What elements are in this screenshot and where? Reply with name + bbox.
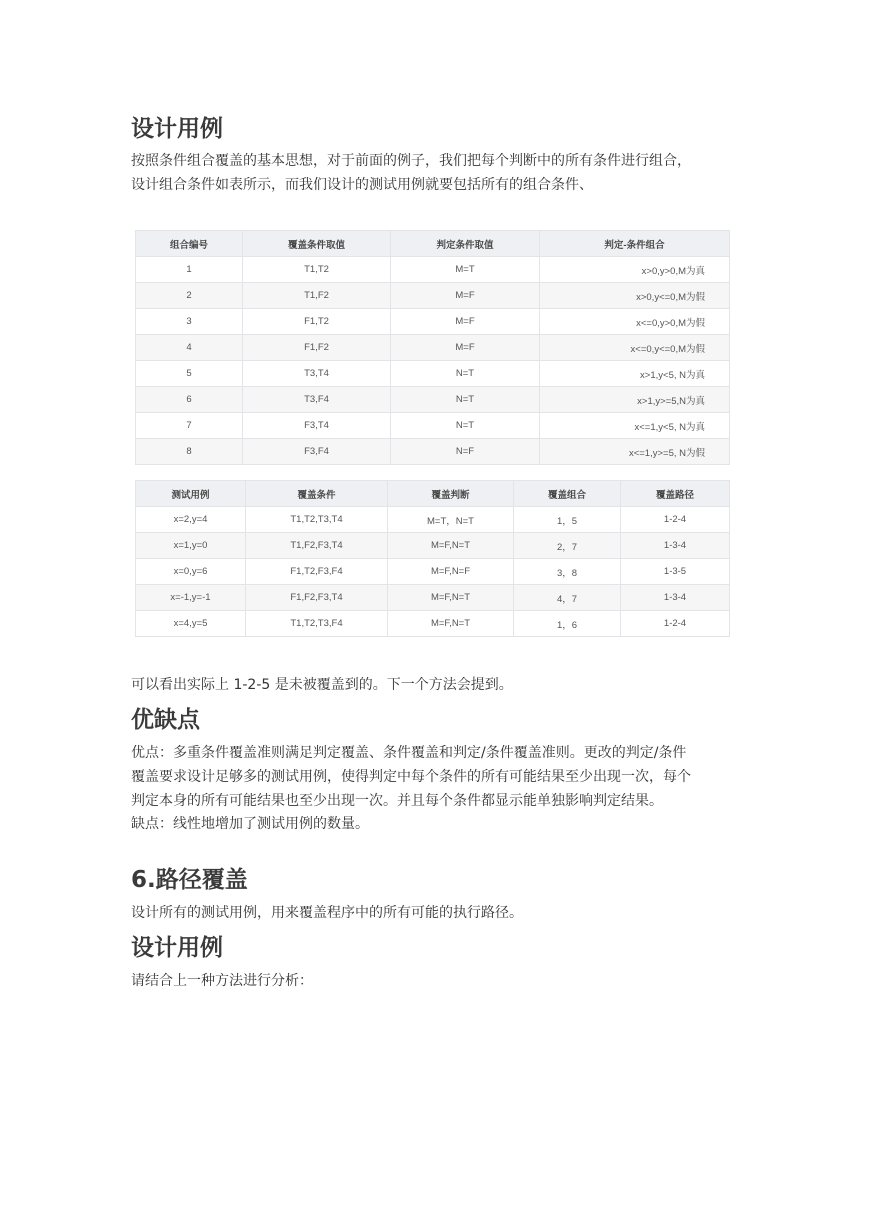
table-cell: T1,F2	[243, 283, 391, 309]
table-cell: T1,T2,T3,T4	[246, 507, 388, 533]
section-heading-pros-cons: 优缺点	[131, 707, 200, 733]
table-cell: 6	[136, 387, 243, 413]
table-row	[136, 559, 730, 585]
column-header: 判定条件取值	[391, 231, 540, 257]
table-cell: T1,F2,F3,T4	[246, 533, 388, 559]
table-cell: x=1,y=0	[136, 533, 246, 559]
table-cell: 1-2-4	[621, 611, 730, 637]
path-coverage-description: 设计所有的测试用例，用来覆盖程序中的所有可能的执行路径。	[131, 905, 523, 921]
column-header: 覆盖判断	[388, 481, 514, 507]
column-header: 覆盖路径	[621, 481, 730, 507]
table-cell: T1,T2	[243, 257, 391, 283]
table-cell: M=F,N=T	[388, 585, 514, 611]
table-cell: x=0,y=6	[136, 559, 246, 585]
pros-text-line-2: 覆盖要求设计足够多的测试用例，使得判定中每个条件的所有可能结果至少出现一次，每个	[131, 769, 691, 785]
table-cell: F3,F4	[243, 439, 391, 465]
condition-combination-table	[135, 230, 730, 465]
table-cell: x<=0,y<=0,M为假	[540, 335, 730, 361]
table-cell: x=4,y=5	[136, 611, 246, 637]
table-cell: 3，8	[514, 559, 621, 585]
table-cell: F1,F2	[243, 335, 391, 361]
table-cell: F1,T2,F3,F4	[246, 559, 388, 585]
section-heading-design-cases-2: 设计用例	[131, 935, 223, 961]
table-cell: x>1,y<5, N为真	[540, 361, 730, 387]
table-row	[136, 585, 730, 611]
table-cell: N=F	[391, 439, 540, 465]
table-cell: 1-3-4	[621, 533, 730, 559]
table-cell: N=T	[391, 387, 540, 413]
table-cell: N=T	[391, 413, 540, 439]
table-row	[136, 611, 730, 637]
column-header: 覆盖组合	[514, 481, 621, 507]
table-header-row	[136, 231, 730, 257]
table-cell: T3,T4	[243, 361, 391, 387]
table-cell: 8	[136, 439, 243, 465]
table-row	[136, 309, 730, 335]
table-cell: 4	[136, 335, 243, 361]
table-cell: 1，6	[514, 611, 621, 637]
intro-text-line-2: 设计组合条件如表所示，而我们设计的测试用例就要包括所有的组合条件、	[131, 177, 593, 193]
table-cell: 3	[136, 309, 243, 335]
pros-text-line-3: 判定本身的所有可能结果也至少出现一次。并且每个条件都显示能单独影响判定结果。	[131, 793, 663, 809]
pros-text-line-1: 优点：多重条件覆盖准则满足判定覆盖、条件覆盖和判定/条件覆盖准则。更改的判定/条件	[131, 745, 687, 761]
table-cell: x=2,y=4	[136, 507, 246, 533]
section-heading-path-coverage: 6.路径覆盖	[131, 867, 248, 893]
table-cell: M=F	[391, 309, 540, 335]
table-cell: 1	[136, 257, 243, 283]
table-cell: 1-3-4	[621, 585, 730, 611]
test-case-table	[135, 480, 730, 637]
table-row	[136, 533, 730, 559]
table-cell: 1-2-4	[621, 507, 730, 533]
table-row	[136, 257, 730, 283]
table-row	[136, 283, 730, 309]
table-row	[136, 439, 730, 465]
table-row	[136, 507, 730, 533]
table-cell: x>1,y>=5,N为真	[540, 387, 730, 413]
table-cell: M=F,N=T	[388, 533, 514, 559]
table-cell: x>0,y<=0,M为假	[540, 283, 730, 309]
table-cell: 7	[136, 413, 243, 439]
table-cell: 5	[136, 361, 243, 387]
coverage-note: 可以看出实际上 1-2-5 是未被覆盖到的。下一个方法会提到。	[131, 677, 513, 693]
table-cell: M=F	[391, 283, 540, 309]
table-row	[136, 361, 730, 387]
table-cell: F3,T4	[243, 413, 391, 439]
table-cell: M=T，N=T	[388, 507, 514, 533]
table-cell: 1-3-5	[621, 559, 730, 585]
table-row	[136, 413, 730, 439]
column-header: 组合编号	[136, 231, 243, 257]
table-cell: F1,T2	[243, 309, 391, 335]
table-cell: M=T	[391, 257, 540, 283]
section-heading-design-cases: 设计用例	[131, 116, 223, 142]
column-header: 判定-条件组合	[540, 231, 730, 257]
table-cell: T1,T2,T3,F4	[246, 611, 388, 637]
table-cell: x>0,y>0,M为真	[540, 257, 730, 283]
table-cell: M=F,N=T	[388, 611, 514, 637]
table-cell: x<=1,y<5, N为真	[540, 413, 730, 439]
table-cell: T3,F4	[243, 387, 391, 413]
table-cell: M=F	[391, 335, 540, 361]
intro-text-line-1: 按照条件组合覆盖的基本思想，对于前面的例子，我们把每个判断中的所有条件进行组合，	[131, 153, 691, 169]
column-header: 覆盖条件取值	[243, 231, 391, 257]
analysis-prompt-text: 请结合上一种方法进行分析：	[131, 973, 313, 989]
table-cell: 2	[136, 283, 243, 309]
table-cell: 2，7	[514, 533, 621, 559]
table-row	[136, 335, 730, 361]
table-cell: M=F,N=F	[388, 559, 514, 585]
table-cell: 4，7	[514, 585, 621, 611]
table-cell: x<=0,y>0,M为假	[540, 309, 730, 335]
table-cell: F1,F2,F3,T4	[246, 585, 388, 611]
table-header-row	[136, 481, 730, 507]
column-header: 测试用例	[136, 481, 246, 507]
table-cell: x=-1,y=-1	[136, 585, 246, 611]
table-row	[136, 387, 730, 413]
cons-text: 缺点：线性地增加了测试用例的数量。	[131, 816, 369, 832]
table-cell: N=T	[391, 361, 540, 387]
table-cell: x<=1,y>=5, N为假	[540, 439, 730, 465]
table-cell: 1，5	[514, 507, 621, 533]
column-header: 覆盖条件	[246, 481, 388, 507]
